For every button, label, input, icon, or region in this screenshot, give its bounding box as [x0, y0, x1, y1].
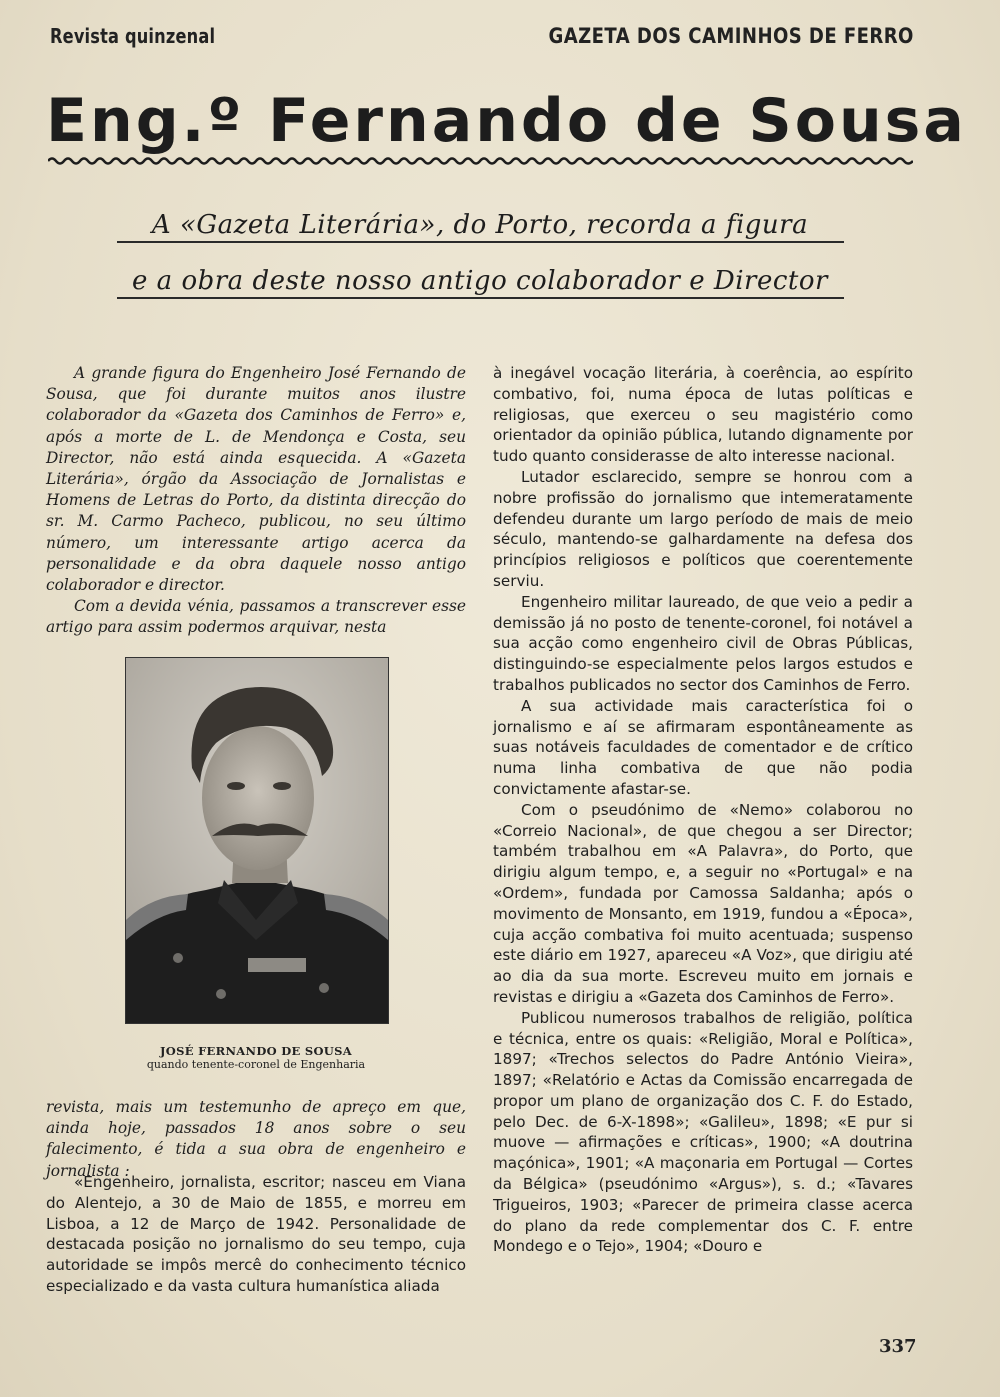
photo-caption-description: quando tenente-coronel de Engenharia [146, 1058, 366, 1071]
body-paragraph-right-6: Publicou numerosos trabalhos de religião, política e técnica, entre os quais: «Religião, Moral e Política», 1897; «Trechos selectos do Padre António Vieira», 1897; «Relatório e Actas da Comissão encarregada de propor um plano de organização dos C. F. do Estado, pelo Dec. de 6-X-1898»; «Galileu», 1898; «E pur si muove — afirmações e críticas», 1900; «A doutrina maçónica», 1901; «A maçonaria em Portugal — Cortes da Bélgica» (pseudónimo «Argus»), s. d.; «Tavares Trigueiros, 1903; «Parecer de primeira classe acerca do plano da rede complementar dos C. F. entre Mondego e o Tejo», 1904; «Douro e [493, 1008, 913, 1256]
article-title: Eng.º Fernando de Sousa [46, 86, 967, 156]
intro-paragraph-2: Com a devida vénia, passamos a transcrever esse artigo para assim podermos arquivar, nesta [46, 597, 466, 637]
body-paragraph-right-5: Com o pseudónimo de «Nemo» colaborou no «Correio Nacional», de que chegou a ser Director; também trabalhou em «A Palavra», do Porto, que dirigiu algum tempo, e, a seguir no «Portugal» e na «Ordem», fundada por Camossa Saldanha; após o movimento de Monsanto, em 1919, fundou a «Época», cuja acção combativa foi muito acentuada; suspenso este diário em 1927, apareceu «A Voz», que dirigiu até ao dia da sua morte. Escreveu muito em jornais e revistas e dirigiu a «Gazeta dos Caminhos de Ferro». [493, 800, 913, 1006]
decorative-wavy-rule [48, 154, 913, 168]
portrait-image [126, 658, 388, 1023]
photo-caption-name: JOSÉ FERNANDO DE SOUSA [160, 1044, 352, 1058]
portrait-photo [125, 657, 389, 1024]
intro-text [46, 363, 466, 639]
subtitle-line-1: A «Gazeta Literária», do Porto, recorda a figura [151, 210, 809, 240]
subtitle-line-2: e a obra deste nosso antigo colaborador e Director [132, 266, 828, 296]
running-header-right: GAZETA DOS CAMINHOS DE FERRO [548, 24, 914, 48]
intro-paragraph-1: A grande figura do Engenheiro José Fernando de Sousa, que foi durante muitos anos ilustre colaborador da «Gazeta dos Caminhos de Ferro» e, após a morte de L. de Mendonça e Costa, seu Director, não está ainda esquecida. A «Gazeta Literária», órgão da Associação de Jornalistas e Homens de Letras do Porto, da distinta direcção do sr. M. Carmo Pacheco, publicou, no seu último número, um interessante artigo acerca da personalidade e da obra daquele nosso antigo colaborador e director. [46, 364, 466, 595]
running-header-left: Revista quinzenal [50, 24, 216, 48]
subtitle-underline-1 [117, 241, 844, 243]
body-right-column [493, 363, 913, 1257]
body-left-column [46, 1172, 466, 1297]
intro-continuation [46, 1097, 466, 1182]
page-number: 337 [879, 1336, 917, 1357]
body-paragraph-right-4: A sua actividade mais característica foi o jornalismo e aí se afirmaram espontâneamente as suas notáveis faculdades de comentador e de crítico numa linha combativa de que não podia convictamente afastar-se. [493, 696, 913, 798]
intro-paragraph-3: revista, mais um testemunho de apreço em que, ainda hoje, passados 18 anos sobre o seu falecimento, é tida a sua obra de engenheiro e jornalista : [46, 1098, 466, 1180]
body-paragraph-right-1: à inegável vocação literária, à coerência, ao espírito combativo, foi, numa época de lutas políticas e religiosas, que exerceu o seu magistério como orientador da opinião pública, lutando dignamente por tudo quanto considerasse de alto interesse nacional. [493, 364, 913, 466]
body-paragraph-right-2: Lutador esclarecido, sempre se honrou com a nobre profissão do jornalismo que intemeratamente defendeu durante um largo período de mais de meio século, mantendo-se galhardamente na defesa dos princípios religiosos e políticos que coerentemente serviu. [493, 467, 913, 590]
body-paragraph-right-3: Engenheiro militar laureado, de que veio a pedir a demissão já no posto de tenente-coronel, foi notável a sua acção como engenheiro civil de Obras Públicas, distinguindo-se especialmente pelos largos estudos e trabalhos publicados no sector dos Caminhos de Ferro. [493, 592, 913, 694]
subtitle-underline-2 [117, 297, 844, 299]
body-paragraph-left-1: «Engenheiro, jornalista, escritor; nasceu em Viana do Alentejo, a 30 de Maio de 1855, e morreu em Lisboa, a 12 de Março de 1942. Personalidade de destacada posição no jornalismo do seu tempo, cuja autoridade se impôs mercê do conhecimento técnico especializado e da vasta cultura humanística aliada [46, 1173, 466, 1295]
